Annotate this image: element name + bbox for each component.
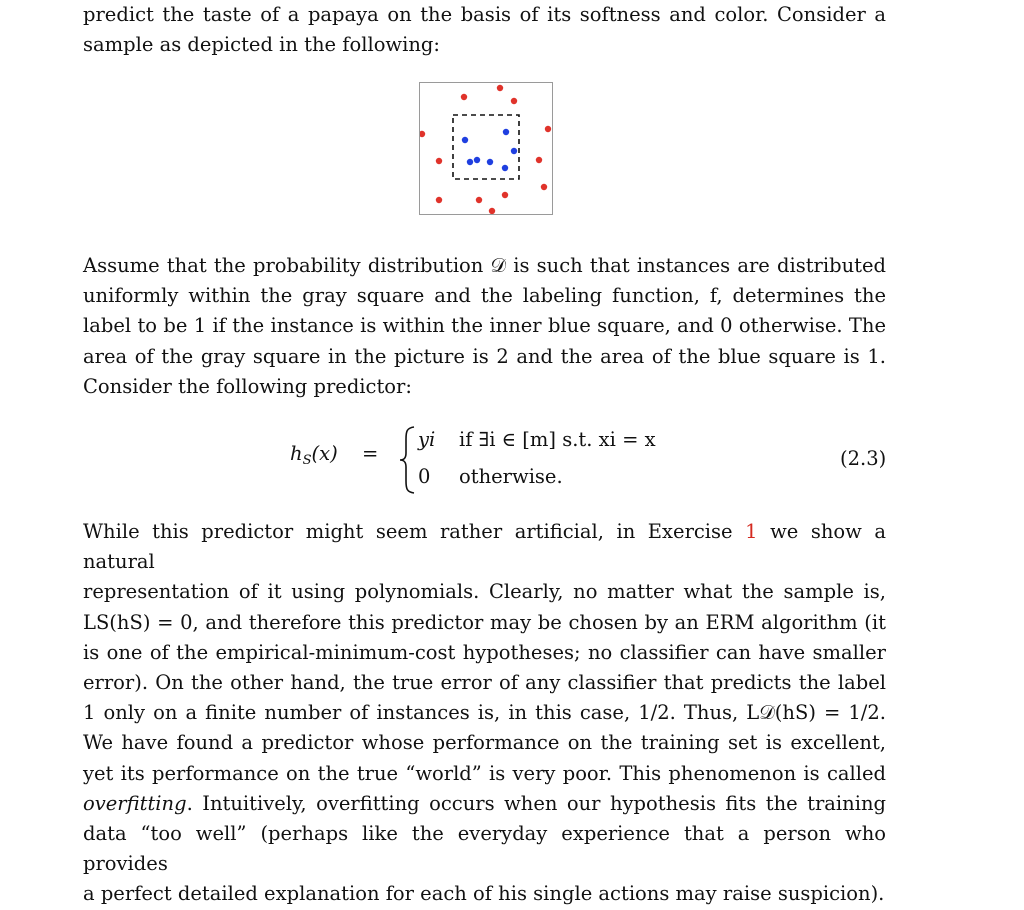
case-1-value: yi <box>418 428 436 451</box>
equation-2-3 <box>0 425 1024 495</box>
negative-point <box>436 197 442 203</box>
positive-point <box>511 148 517 154</box>
positive-point <box>502 165 508 171</box>
case-1-condition: if ∃i ∈ [m] s.t. xi = x <box>459 428 656 451</box>
while-line-7: We have found a predictor whose performance on the training set is excellent, <box>83 731 886 755</box>
equation-lhs: $h_S(x)$ <box>290 442 338 468</box>
while-line-10: data “too well” (perhaps like the everyday experience that a person who provides <box>83 822 886 876</box>
negative-point <box>476 197 482 203</box>
curly-brace <box>399 425 417 495</box>
assume-line-4: area of the gray square in the picture is 2 and the area of the blue square is 1. <box>83 344 886 368</box>
negative-point <box>545 126 551 132</box>
positive-point <box>462 137 468 143</box>
assume-line-3: label to be 1 if the instance is within the inner blue square, and 0 otherwise. The <box>83 314 886 338</box>
negative-point <box>511 98 517 104</box>
sample-plot <box>420 83 552 214</box>
exercise-reference-link[interactable]: 1 <box>745 520 758 543</box>
equation-equals: = <box>362 442 379 465</box>
assume-line-5: Consider the following predictor: <box>83 374 412 398</box>
assume-line-1: Assume that the probability distribution 𝒟 is such that instances are distributed <box>83 254 886 277</box>
case-2-condition: otherwise. <box>459 465 563 488</box>
while-line-11: a perfect detailed explanation for each of his single actions may raise suspicion). <box>83 882 885 906</box>
intro-line-2: sample as depicted in the following: <box>83 33 440 57</box>
positive-point <box>474 157 480 163</box>
negative-point <box>436 158 442 164</box>
positive-point <box>503 129 509 135</box>
sample-figure <box>419 82 553 215</box>
inner-square <box>453 115 519 179</box>
while-line-1: While this predictor might seem rather artificial, in Exercise 1 we show a natural <box>83 520 886 574</box>
negative-point <box>536 157 542 163</box>
while-line-3: LS(hS) = 0, and therefore this predictor may be chosen by an ERM algorithm (it <box>83 610 886 634</box>
case-2-value: 0 <box>418 465 431 488</box>
equation-number: (2.3) <box>840 447 887 470</box>
while-line-5: error). On the other hand, the true error of any classifier that predicts the label <box>83 671 886 695</box>
positive-point <box>467 159 473 165</box>
overfitting-term: overfitting <box>83 791 187 815</box>
negative-point <box>420 131 425 137</box>
while-line-6: 1 only on a finite number of instances is, in this case, 1/2. Thus, L𝒟(hS) = 1/2. <box>83 701 886 725</box>
intro-line-1: predict the taste of a papaya on the basis of its softness and color. Consider a <box>83 3 886 26</box>
assume-line-2: uniformly within the gray square and the labeling function, f, determines the <box>83 284 886 308</box>
while-line-9: overfitting. Intuitively, overfitting occurs when our hypothesis fits the training <box>83 791 886 815</box>
negative-point <box>461 94 467 100</box>
while-line-4: is one of the empirical-minimum-cost hypotheses; no classifier can have smaller <box>83 640 886 664</box>
negative-point <box>497 85 503 91</box>
negative-point <box>502 192 508 198</box>
assumption-paragraph <box>83 251 886 402</box>
positive-point <box>487 159 493 165</box>
while-line-2: representation of it using polynomials. Clearly, no matter what the sample is, <box>83 580 886 604</box>
intro-paragraph <box>83 0 886 60</box>
negative-point <box>541 184 547 190</box>
while-line-8: yet its performance on the true “world” is very poor. This phenomenon is called <box>83 761 886 785</box>
negative-point <box>489 208 495 214</box>
